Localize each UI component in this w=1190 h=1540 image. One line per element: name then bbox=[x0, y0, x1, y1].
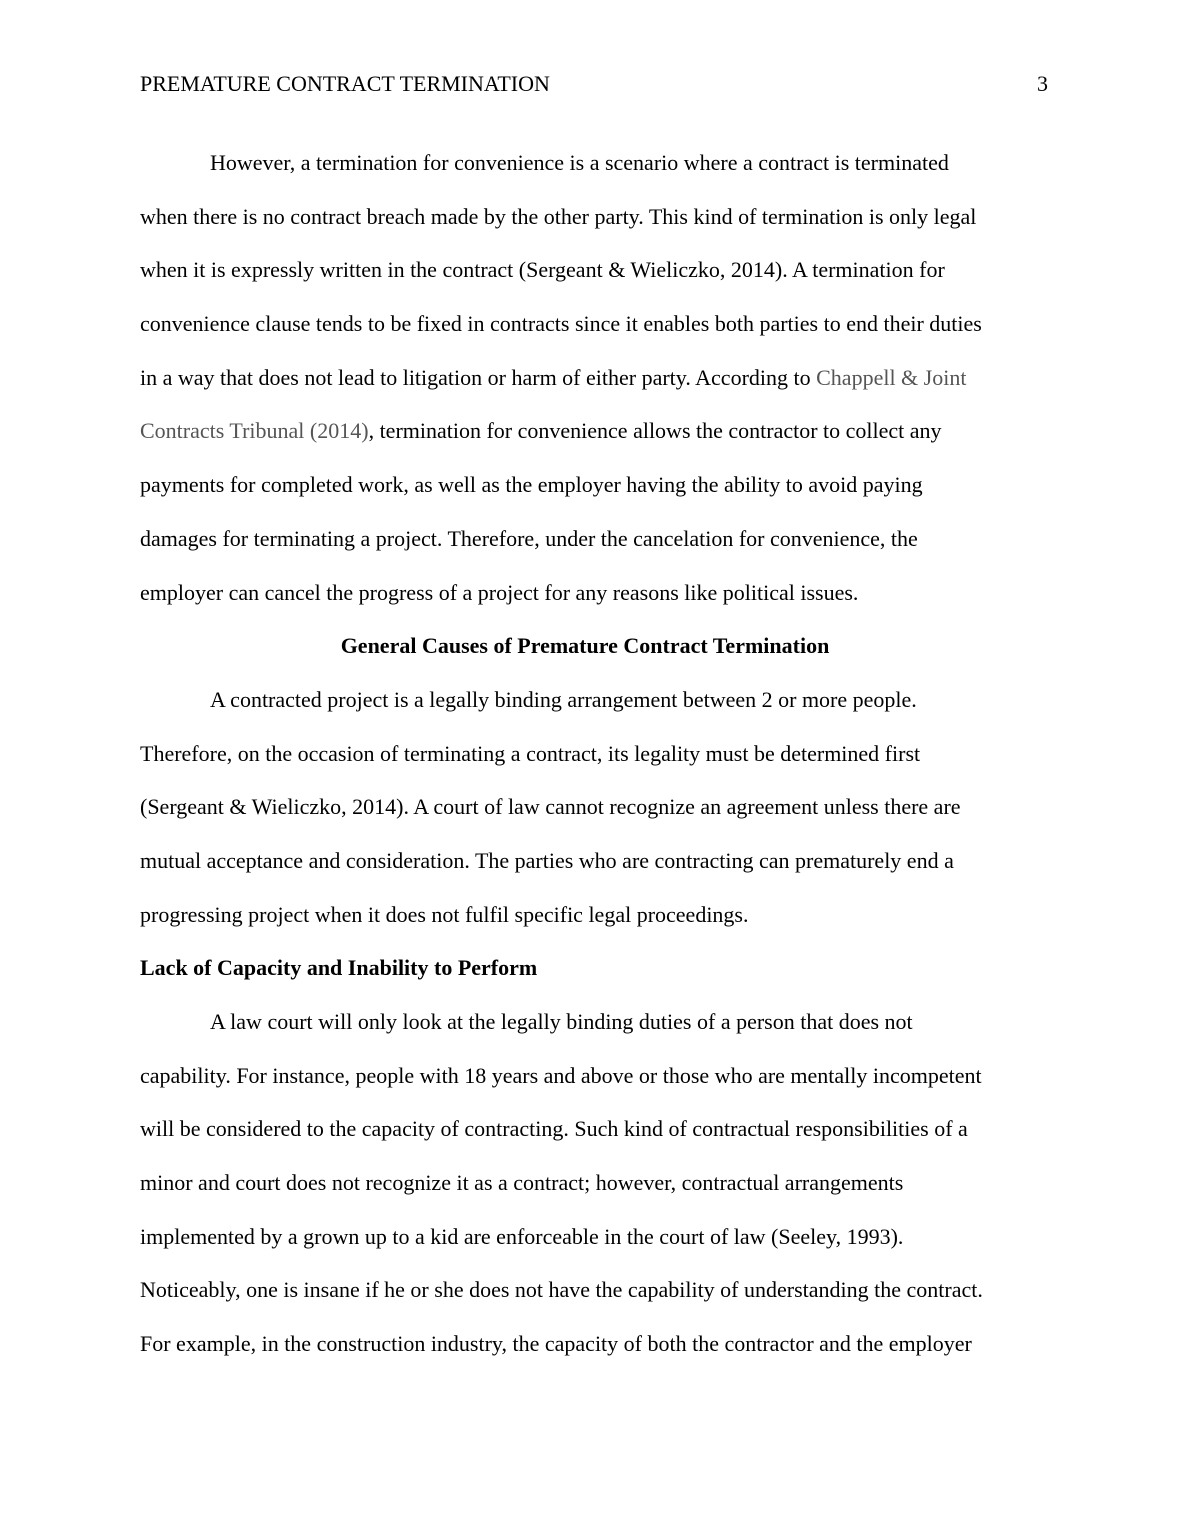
paragraph-line: (Sergeant & Wieliczko, 2014). A court of law cannot recognize an agreement unless there are bbox=[140, 794, 961, 820]
paragraph-line: when there is no contract breach made by the other party. This kind of termination is only legal bbox=[140, 203, 977, 229]
paragraph-line: Therefore, on the occasion of terminating a contract, its legality must be determined first bbox=[140, 740, 921, 766]
paragraph-law-court bbox=[140, 995, 1040, 1371]
paragraph-line: payments for completed work, as well as the employer having the ability to avoid paying bbox=[140, 472, 923, 498]
paragraph-line: when it is expressly written in the contract (Sergeant & Wieliczko, 2014). A termination for bbox=[140, 257, 945, 283]
paragraph-line: minor and court does not recognize it as a contract; however, contractual arrangements bbox=[140, 1170, 904, 1196]
paragraph-line: A law court will only look at the legally binding duties of a person that does not bbox=[210, 1009, 913, 1034]
paragraph-line: A contracted project is a legally binding arrangement between 2 or more people. bbox=[210, 686, 917, 712]
paragraph-line: convenience clause tends to be fixed in contracts since it enables both parties to end their duties bbox=[140, 311, 982, 337]
page-number: 3 bbox=[1037, 71, 1048, 96]
paragraph-line: mutual acceptance and consideration. The parties who are contracting can prematurely end a bbox=[140, 847, 954, 873]
section-heading-general-causes: General Causes of Premature Contract Termination bbox=[340, 633, 830, 659]
paragraph-line: capability. For instance, people with 18 years and above or those who are mentally incompetent bbox=[140, 1062, 982, 1088]
paragraph-line: will be considered to the capacity of contracting. Such kind of contractual responsibilities of a bbox=[140, 1116, 968, 1142]
document-body bbox=[140, 136, 1040, 1371]
paragraph-line bbox=[140, 351, 1040, 405]
paragraph-line: Noticeably, one is insane if he or she does not have the capability of understanding the contract. bbox=[140, 1277, 983, 1303]
line-text: , termination for convenience allows the contractor to collect any bbox=[368, 418, 942, 444]
paragraph-line bbox=[140, 404, 1040, 458]
line-text: in a way that does not lead to litigation or harm of either party. According to bbox=[140, 364, 817, 390]
citation-link[interactable]: Chappell & Joint bbox=[816, 364, 967, 390]
paragraph-line: implemented by a grown up to a kid are enforceable in the court of law (Seeley, 1993). bbox=[140, 1223, 904, 1249]
paragraph-termination-for-convenience bbox=[140, 136, 1040, 619]
subsection-heading-lack-of-capacity: Lack of Capacity and Inability to Perform bbox=[140, 955, 538, 981]
paragraph-line: employer can cancel the progress of a project for any reasons like political issues. bbox=[140, 579, 859, 605]
paragraph-line: For example, in the construction industry, the capacity of both the contractor and the employer bbox=[140, 1331, 972, 1357]
citation-link[interactable]: Contracts Tribunal (2014) bbox=[140, 418, 369, 444]
paragraph-line: damages for terminating a project. Therefore, under the cancelation for convenience, the bbox=[140, 525, 918, 551]
paragraph-line: progressing project when it does not fulfil specific legal proceedings. bbox=[140, 901, 749, 927]
paragraph-contracted-project bbox=[140, 673, 1040, 941]
running-head: PREMATURE CONTRACT TERMINATION bbox=[140, 71, 550, 96]
paragraph-line: However, a termination for convenience is a scenario where a contract is terminated bbox=[210, 150, 949, 175]
